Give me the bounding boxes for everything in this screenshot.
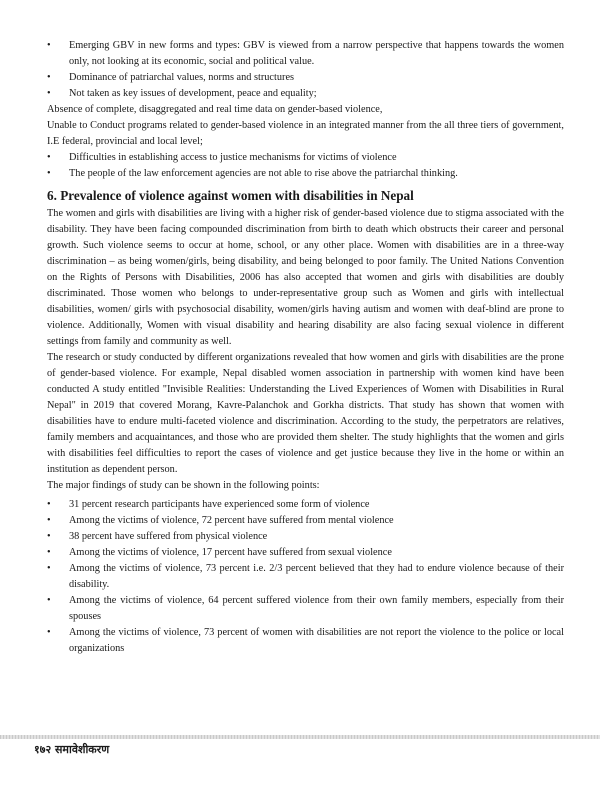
- bullet-icon: •: [47, 499, 51, 510]
- bullet-icon: •: [47, 88, 51, 99]
- body-paragraph: The research or study conducted by different organizations revealed that how women and girls with disabilities are the prone of gender-based violence. For example, Nepal disabled women association in partnership with women kind have been conducted A study entitled "Invisible Realities: Understanding the Lived Experiences of Women with Disabilities in Rural Nepal" in 2019 that covered Morang, Kavre-Palanchok and Gorkha districts. That study has shown that women with disabilities have to endure multi-faceted violence and discrimination. According to the study, the perpetrators are relatives, family members and acquaintances, and those who are provided them shelter. The study highlights that the women and girls with disabilities feel difficulties to report the cases of violence and get justice because they live in the home or within an institution as dependent person.: [47, 352, 564, 475]
- bullet-icon: •: [47, 152, 51, 163]
- finding-item: • 31 percent research participants have experienced some form of violence: [47, 497, 564, 513]
- finding-item: • Among the victims of violence, 72 percent have suffered from mental violence: [47, 513, 564, 529]
- plain-line: Unable to Conduct programs related to gender-based violence in an integrated manner from the all three tiers of government, I.E federal, provincial and local level;: [47, 120, 564, 147]
- finding-item: • Among the victims of violence, 64 percent suffered violence from their own family members, especially from their spouses: [47, 595, 564, 622]
- bullet-icon: •: [47, 531, 51, 542]
- body-paragraph: The major findings of study can be shown in the following points:: [47, 480, 320, 491]
- bullet-icon: •: [47, 563, 51, 574]
- finding-item: • 38 percent have suffered from physical violence: [47, 529, 564, 545]
- page-number-label: १७२ समावेशीकरण: [34, 743, 110, 756]
- finding-item: • Among the victims of violence, 73 percent i.e. 2/3 percent believed that they had to endure violence because of their disability.: [47, 563, 564, 590]
- plain-line: Absence of complete, disaggregated and real time data on gender-based violence,: [47, 104, 383, 115]
- bullet-icon: •: [47, 515, 51, 526]
- findings-list: [47, 497, 564, 657]
- bullet-icon: •: [47, 627, 51, 638]
- page-footer: [0, 731, 600, 800]
- list-item: • The people of the law enforcement agencies are not able to rise above the patriarchal thinking.: [47, 166, 564, 182]
- page-content: [47, 38, 564, 657]
- list-item: • Emerging GBV in new forms and types: GBV is viewed from a narrow perspective that happens towards the women only, not looking at its economic, social and political value.: [47, 40, 564, 67]
- body-paragraph: The women and girls with disabilities are living with a higher risk of gender-based violence due to stigma associated with the disability. They have been facing compounded discrimination from birth to death which obstructs their career and personal growth. Such violence seems to occur at home, school, or any other place. Women with disabilities are in a three-way discrimination – as being women/girls, being disability, and being belonged to poor family. The United Nations Convention on the Rights of Persons with Disabilities, 2006 has also accepted that women and girls with disabilities are doubly discriminated. Those women who belongs to under-representative group such as Women and girls with intellectual disabilities, women/ girls with psychosocial disability, women/girls having autism and women with deaf-blind are prone to violence. Additionally, Women with visual disability and hearing disability are also facing sexual violence in different settings from family and community as well.: [47, 208, 564, 347]
- bullet-icon: •: [47, 72, 51, 83]
- bullet-icon: •: [47, 40, 51, 51]
- finding-item: • Among the victims of violence, 73 percent of women with disabilities are not report the violence to the police or local organizations: [47, 627, 564, 654]
- list-item: • Dominance of patriarchal values, norms and structures: [47, 70, 564, 86]
- list-item: • Not taken as key issues of development, peace and equality;: [47, 86, 564, 102]
- bullet-list-mid: [47, 150, 564, 182]
- list-item: • Difficulties in establishing access to justice mechanisms for victims of violence: [47, 150, 564, 166]
- bullet-icon: •: [47, 547, 51, 558]
- footer-divider: [0, 735, 600, 739]
- bullet-icon: •: [47, 595, 51, 606]
- bullet-icon: •: [47, 168, 51, 179]
- bullet-list-top: [47, 38, 564, 102]
- finding-item: • Among the victims of violence, 17 percent have suffered from sexual violence: [47, 545, 564, 561]
- section-heading: 6. Prevalence of violence against women with disabilities in Nepal: [47, 188, 414, 203]
